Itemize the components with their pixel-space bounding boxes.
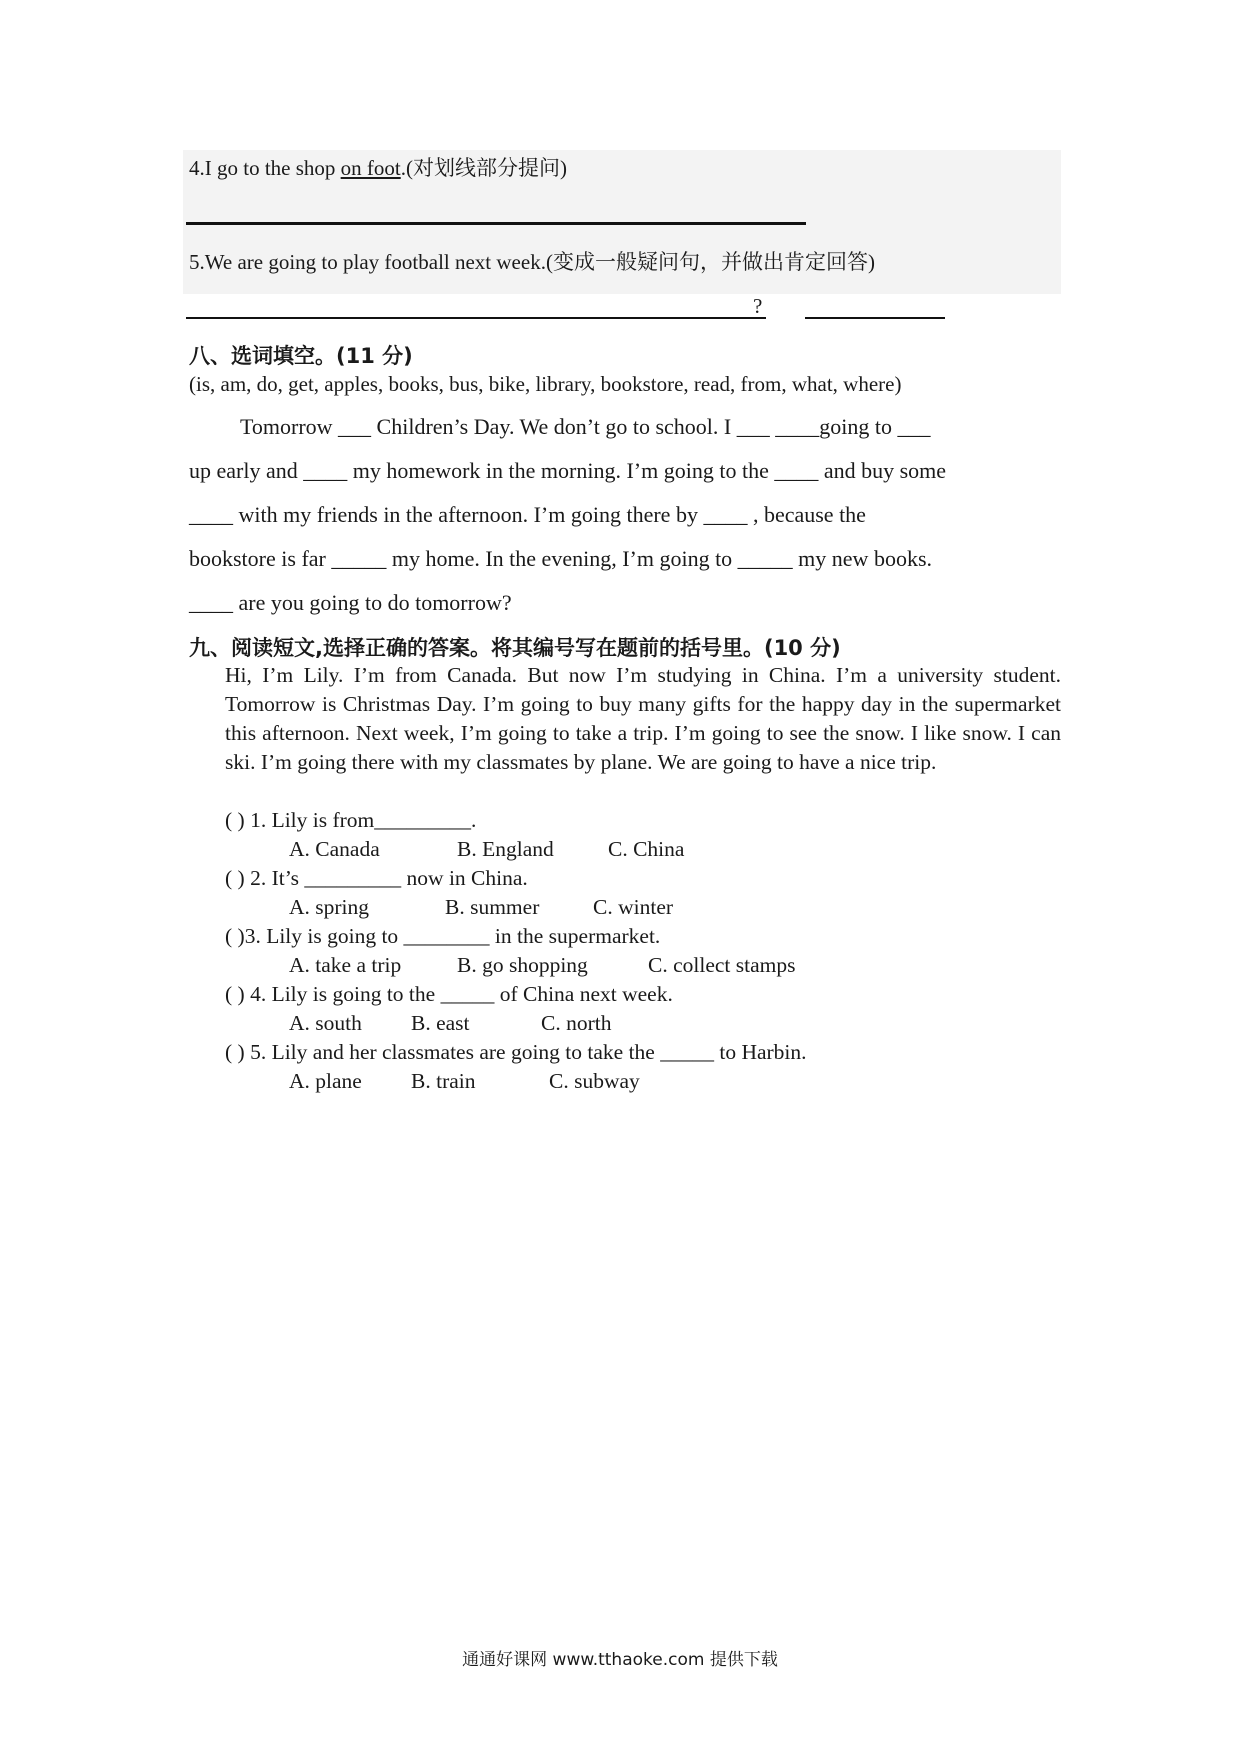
reading-question-1: ( ) 1. Lily is from_________. bbox=[225, 808, 477, 832]
option: A. Canada bbox=[289, 837, 380, 861]
option: A. spring bbox=[289, 895, 370, 919]
option: A. take a trip bbox=[289, 953, 402, 977]
question-4-underlined: on foot bbox=[340, 156, 401, 180]
question-5: 5.We are going to play football next week.(变成一般疑问句，并做出肯定回答) bbox=[189, 250, 875, 274]
word-bank: (is, am, do, get, apples, books, bus, bike, library, bookstore, read, from, what, where) bbox=[189, 372, 902, 396]
cloze-line-2: up early and ____ my homework in the morning. I’m going to the ____ and buy some bbox=[189, 458, 947, 483]
option: A. plane bbox=[289, 1069, 362, 1093]
cloze-passage bbox=[189, 405, 1061, 625]
option: B. east bbox=[411, 1011, 470, 1035]
option: C. winter bbox=[593, 895, 674, 919]
option: B. go shopping bbox=[457, 953, 588, 977]
question-4-post: .(对划线部分提问) bbox=[400, 156, 567, 180]
answer-line-5b bbox=[805, 317, 945, 319]
option: B. train bbox=[411, 1069, 476, 1093]
answer-line-4 bbox=[186, 222, 806, 225]
option: C. north bbox=[541, 1011, 612, 1035]
reading-question-5: ( ) 5. Lily and her classmates are going to take the _____ to Harbin. bbox=[225, 1040, 807, 1064]
option: B. summer bbox=[445, 895, 540, 919]
answer-line-5a bbox=[186, 317, 766, 319]
question-4 bbox=[189, 152, 567, 182]
cloze-line-3: ____ with my friends in the afternoon. I’m going there by ____ , because the bbox=[189, 502, 866, 527]
option: C. China bbox=[608, 837, 685, 861]
reading-question-4: ( ) 4. Lily is going to the _____ of China next week. bbox=[225, 982, 673, 1006]
section-8-heading: 八、选词填空。(11 分) bbox=[189, 344, 413, 368]
footer-credit: 通通好课网 www.tthaoke.com 提供下载 bbox=[462, 1650, 778, 1670]
reading-passage bbox=[225, 661, 1061, 777]
question-mark: ? bbox=[753, 294, 763, 318]
cloze-line-5: ____ are you going to do tomorrow? bbox=[189, 590, 512, 615]
reading-text: Hi, I’m Lily. I’m from Canada. But now I’m studying in China. I’m a university student. Tomorrow is Christmas Day. I’m going to buy many gifts for the happy day in the supermarket this afternoon. Next week, I’m going to take a trip. I’m going to see the snow. I like snow. I can ski. I’m going there with my classmates by plane. We are going to have a nice trip. bbox=[225, 663, 1061, 774]
option: B. England bbox=[457, 837, 554, 861]
option: C. collect stamps bbox=[648, 953, 796, 977]
section-9-heading: 九、阅读短文,选择正确的答案。将其编号写在题前的括号里。(10 分) bbox=[189, 636, 841, 660]
cloze-line-1: Tomorrow ___ Children’s Day. We don’t go to school. I ___ ____going to ___ bbox=[240, 414, 931, 439]
reading-question-2: ( ) 2. It’s _________ now in China. bbox=[225, 866, 528, 890]
reading-question-3: ( )3. Lily is going to ________ in the supermarket. bbox=[225, 924, 661, 948]
question-4-pre: 4.I go to the shop bbox=[189, 156, 341, 180]
option: A. south bbox=[289, 1011, 362, 1035]
option: C. subway bbox=[549, 1069, 640, 1093]
cloze-line-4: bookstore is far _____ my home. In the evening, I’m going to _____ my new books. bbox=[189, 546, 933, 571]
